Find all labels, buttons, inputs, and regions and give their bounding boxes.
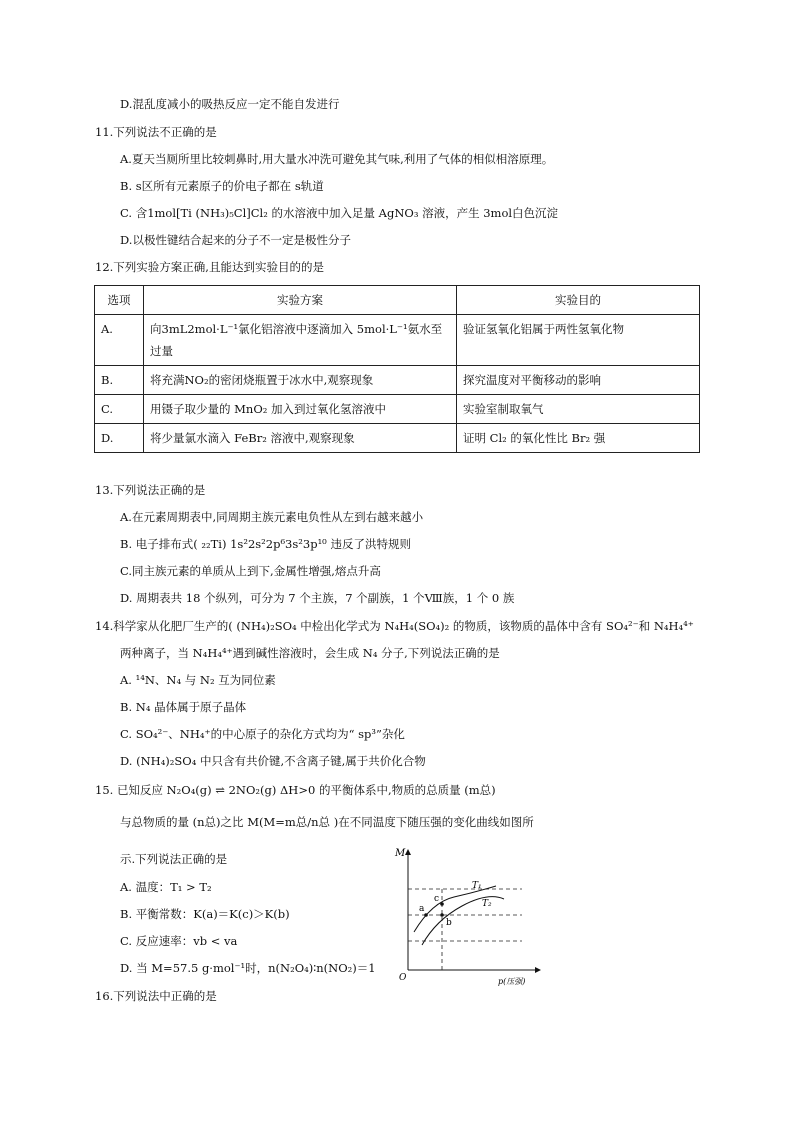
q14-stem-line2: 两种离子，当 N₄H₄⁴⁺遇到碱性溶液时，会生成 N₄ 分子,下列说法正确的是 (120, 646, 500, 660)
table-row (95, 395, 700, 424)
q13-stem: 13.下列说法正确的是 (95, 483, 206, 497)
q11-option-a: A.夏天当厕所里比较刺鼻时,用大量水冲洗可避免其气味,利用了气体的相似相溶原理。 (120, 152, 554, 166)
table-row (95, 424, 700, 453)
q11-option-d: D.以极性键结合起来的分子不一定是极性分子 (120, 233, 351, 247)
row-plan: 将少量氯水滴入 FeBr₂ 溶液中,观察现象 (144, 424, 457, 453)
q15-option-b: B. 平衡常数：K(a)＝K(c)＞K(b) (120, 907, 290, 921)
row-plan: 用镊子取少量的 MnO₂ 加入到过氧化氢溶液中 (144, 395, 457, 424)
q13-option-d: D. 周期表共 18 个纵列，可分为 7 个主族，7 个副族，1 个Ⅷ族，1 个 0 族 (120, 591, 515, 605)
q11-option-b: B. s区所有元素原子的价电子都在 s轨道 (120, 179, 324, 193)
table-header-row (95, 286, 700, 315)
header-goal: 实验目的 (457, 286, 700, 315)
origin-label: O (399, 973, 407, 983)
q15-stem-line3: 示.下列说法正确的是 (120, 852, 228, 866)
curve-t1-label: T₁ (472, 881, 482, 891)
q15-option-d: D. 当 M=57.5 g·mol⁻¹时，n(N₂O₄)∶n(NO₂)＝1 (120, 961, 376, 975)
q14-option-c: C. SO₄²⁻、NH₄⁺的中心原子的杂化方式均为“ sp³”杂化 (120, 727, 405, 741)
q16-stem: 16.下列说法中正确的是 (95, 989, 217, 1003)
q15-option-c: C. 反应速率：vb < va (120, 934, 238, 948)
y-axis-label: M (395, 848, 406, 859)
q12-table (94, 285, 700, 453)
q10-option-d: D.混乱度减小的吸热反应一定不能自发进行 (120, 97, 340, 111)
q11-option-c: C. 含1mol[Ti (NH₃)₅Cl]Cl₂ 的水溶液中加入足量 AgNO₃ 溶液，产生 3mol白色沉淀 (120, 206, 559, 220)
q14-option-a: A. ¹⁴N、N₄ 与 N₂ 互为同位素 (120, 673, 276, 687)
row-option: B. (95, 366, 144, 395)
header-plan: 实验方案 (144, 286, 457, 315)
q14-option-d: D. (NH₄)₂SO₄ 中只含有共价键,不含离子键,属于共价化合物 (120, 754, 426, 768)
curve-t1 (414, 886, 496, 932)
q13-option-a: A.在元素周期表中,同周期主族元素电负性从左到右越来越小 (120, 510, 424, 524)
q15-option-a: A. 温度：T₁ > T₂ (120, 880, 212, 894)
table-row (95, 315, 700, 366)
q14-stem-line1: 14.科学家从化肥厂生产的( (NH₄)₂SO₄ 中检出化学式为 N₄H₄(SO₄)₂ 的物质，该物质的晶体中含有 SO₄²⁻和 N₄H₄⁴⁺ (95, 619, 694, 633)
point-b-label: b (446, 918, 452, 928)
q15-stem-line1: 15. 已知反应 N₂O₄(g) ⇌ 2NO₂(g) ΔH>0 的平衡体系中,物质的总质量 (m总) (95, 783, 496, 797)
point-c-label: c (434, 894, 440, 904)
point-a-label: a (419, 904, 425, 914)
point-a (424, 913, 428, 917)
row-plan: 向3mL2mol·L⁻¹氯化铝溶液中逐滴加入 5mol·L⁻¹氨水至过量 (144, 315, 457, 366)
curve-t2-label: T₂ (482, 899, 492, 909)
row-option: C. (95, 395, 144, 424)
row-goal: 证明 Cl₂ 的氧化性比 Br₂ 强 (457, 424, 700, 453)
point-c (440, 902, 444, 906)
q13-option-b: B. 电子排布式( ₂₂Ti) 1s²2s²2p⁶3s²3p¹⁰ 违反了洪特规则 (120, 537, 411, 551)
q11-stem: 11.下列说法不正确的是 (95, 125, 217, 139)
table-row (95, 366, 700, 395)
row-goal: 实验室制取氧气 (457, 395, 700, 424)
row-plan: 将充满NO₂的密闭烧瓶置于冰水中,观察现象 (144, 366, 457, 395)
row-goal: 探究温度对平衡移动的影响 (457, 366, 700, 395)
q12-stem: 12.下列实验方案正确,且能达到实验目的的是 (95, 260, 324, 274)
row-goal: 验证氢氧化铝属于两性氢氧化物 (457, 315, 700, 366)
row-option: D. (95, 424, 144, 453)
q13-option-c: C.同主族元素的单质从上到下,金属性增强,熔点升高 (120, 564, 381, 578)
x-axis-label: p(压强) (498, 977, 526, 986)
q14-option-b: B. N₄ 晶体属于原子晶体 (120, 700, 247, 714)
q15-figure (392, 842, 552, 992)
header-option: 选项 (95, 286, 144, 315)
q15-stem-line2: 与总物质的量 (n总)之比 M(M=m总/n总 )在不同温度下随压强的变化曲线如图所 (120, 815, 534, 829)
row-option: A. (95, 315, 144, 366)
point-b (440, 913, 444, 917)
